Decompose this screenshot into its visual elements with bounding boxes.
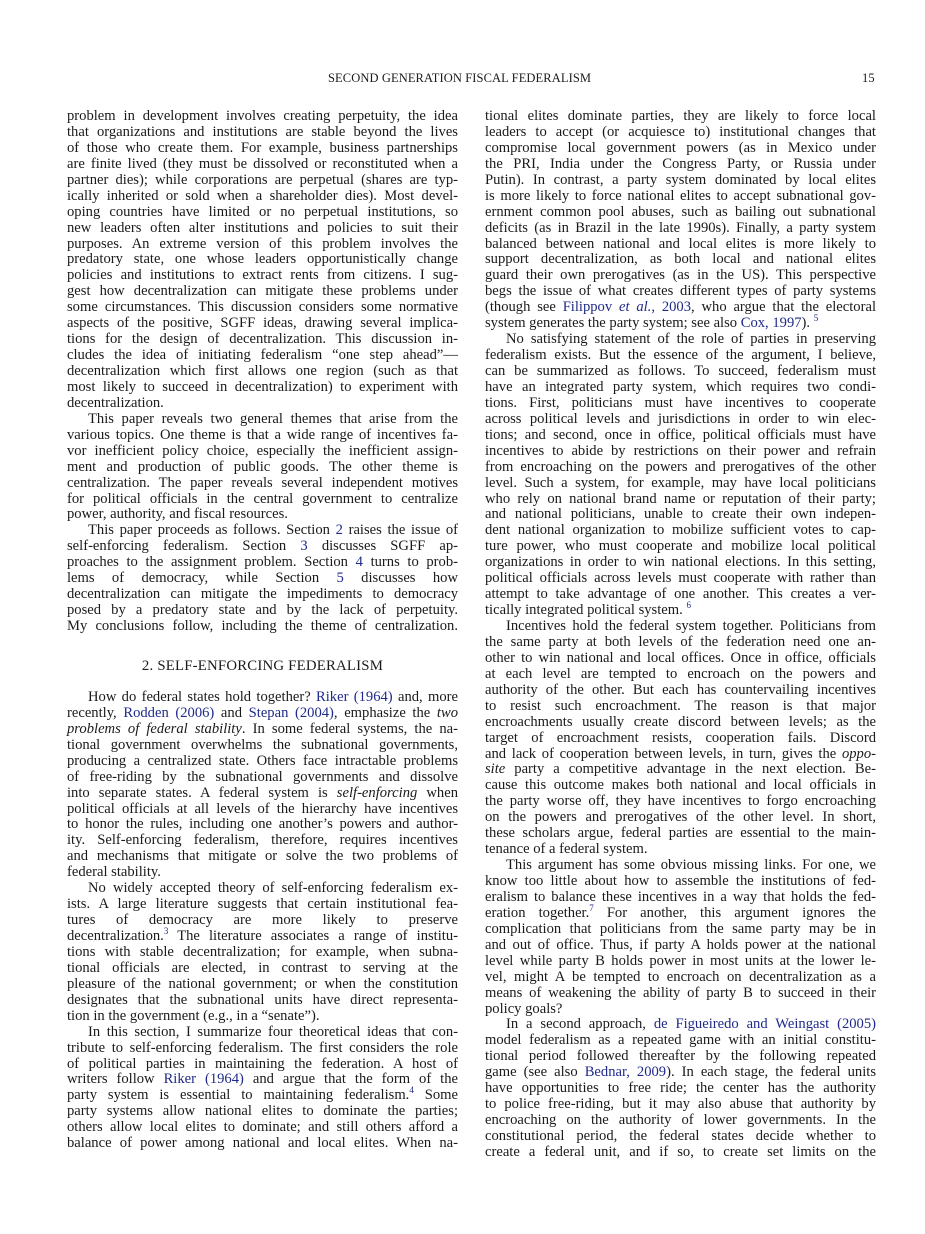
text-line: the party worse off, they have incentives to forgo encroaching <box>485 793 876 810</box>
text-line: these scholars argue, federal parties are essential to the main- <box>485 825 876 842</box>
emphasis: two <box>436 704 458 721</box>
text-line: and mechanisms that mitigate or solve the two problems of <box>67 848 458 865</box>
text-line: attempt to take advantage of one another. This creates a ver- <box>485 586 876 603</box>
text-line <box>67 1072 458 1088</box>
text-line <box>67 1085 459 1104</box>
text-line: various topics. One theme is that a wide range of incentives fa- <box>67 426 458 443</box>
text-line <box>485 902 876 922</box>
text-line: tures of democracy are more likely to preserve <box>67 912 458 929</box>
text-line: Putin). In contrast, a party system dominated by local elites <box>485 171 876 188</box>
text: discusses SGFF ap- <box>307 538 458 555</box>
text-line: No widely accepted theory of self-enforcing federalism ex- <box>88 880 458 897</box>
text-line: This argument has some obvious missing links. For one, we <box>506 857 876 874</box>
text-line <box>67 706 458 722</box>
running-header <box>0 71 925 89</box>
text: game (see also <box>485 1064 585 1081</box>
text-line: complication that politicians from the same party may be in <box>485 920 876 937</box>
section-heading: 2. SELF-ENFORCING FEDERALISM <box>141 657 384 674</box>
running-title: SECOND GENERATION FISCAL FEDERALISM <box>328 71 592 85</box>
text-line: and national politicians, unable to create their own indepen- <box>485 506 876 523</box>
text-line: at each level are tempted to encroach on the powers and <box>485 665 876 682</box>
text-line: tions with stable decentralization; for example, when subna- <box>67 943 458 960</box>
text-line: are finite lived (they must be dissolved or reconstituted when a <box>67 155 458 172</box>
text-line: partner dies); while corporations are perpetual (shares are typ- <box>67 171 458 188</box>
citation-riker-1964[interactable]: Riker (1964) <box>163 1071 244 1088</box>
citation-cox-1997[interactable]: Cox, 1997 <box>740 315 802 332</box>
text-line <box>67 786 458 802</box>
text: How do federal states hold together? <box>88 688 317 705</box>
paragraph-institutional-features <box>67 881 458 1024</box>
text-line: decentralization which first allows one region (such as that <box>67 363 458 379</box>
text-line <box>485 762 876 778</box>
text-line: posed by a predatory state and by the lack of perpetuity. <box>67 602 458 619</box>
paragraph-federal-stability <box>67 690 458 881</box>
text-line: ity. Self-enforcing federalism, therefore, requires incentives <box>67 832 458 849</box>
section-2-link[interactable]: 2 <box>335 522 343 539</box>
text-line: ment and production of public goods. The other theme is <box>67 458 458 475</box>
text: raises the issue of <box>342 522 458 539</box>
text: , 2003 <box>651 299 692 316</box>
text: when <box>417 784 458 801</box>
text-line: balanced between national and local elites is more likely to <box>485 235 876 252</box>
text-line: eralism to balance these incentives in a way that holds the fed- <box>485 888 876 905</box>
text-line: aspects of the positive, SGFF ideas, drawing several implica- <box>67 315 458 332</box>
citation-bednar-2009[interactable]: Bednar, 2009 <box>584 1064 667 1081</box>
section-3-link[interactable]: 3 <box>300 538 308 555</box>
section-4-link[interactable]: 4 <box>355 554 363 571</box>
text-line <box>67 722 458 738</box>
text-line: ists. A large literature suggests that certain institutional fea- <box>67 896 458 913</box>
text-line: to resist such encroachment. The reason is that major <box>485 697 876 714</box>
text-line: No satisfying statement of the role of parties in preserving <box>506 331 876 348</box>
text: proaches to the assignment problem. Section <box>67 554 356 571</box>
text: and, more <box>392 688 459 705</box>
text-line: compromise local government powers (as in Mexico under <box>485 139 876 156</box>
text-line: tions for the design of decentralization. This discussion in- <box>67 331 458 348</box>
text-line: ture power, who must cooperate and mobilize local political <box>485 538 876 555</box>
text: decentralization. <box>67 928 164 944</box>
text-line: encroaching on the authority of lower governments. In the <box>485 1112 876 1129</box>
text: In a second approach, <box>506 1016 654 1033</box>
text: tically integrated political system. <box>485 602 683 619</box>
text-line <box>67 926 458 945</box>
paragraph-repeated-game <box>485 1017 876 1160</box>
paragraph-missing-links <box>485 858 876 1017</box>
text: recently, <box>67 704 124 721</box>
text: , emphasize the <box>333 704 437 721</box>
text: . In some federal systems, the na- <box>241 720 458 737</box>
text-line: constitutional period, the federal states decide whether to <box>485 1128 876 1144</box>
text-line: guard their own prerogatives (as in the US). This perspective <box>485 267 876 284</box>
page-number: 15 <box>862 71 875 85</box>
text-line: organizations in order to win national elections. In this setting, <box>485 554 876 571</box>
paragraph-incentives <box>485 619 876 858</box>
text-line: means of weakening the ability of party B to succeed in their <box>485 984 876 1001</box>
text-line: policy goals? <box>485 1000 563 1017</box>
text-line: have an integrated party system, which requires two condi- <box>485 378 876 395</box>
text-line: the same party at both levels of the federation need one an- <box>485 633 876 650</box>
text: party a competitive advantage in the next election. Be- <box>505 761 876 778</box>
text-line: policies and institutions to extract rents from citizens. I sug- <box>67 267 458 284</box>
text-line: most likely to succeed in decentralization) to experiment with <box>67 378 458 395</box>
text-line: model federalism as a repeated game with an initial constitu- <box>485 1032 876 1049</box>
text-line <box>67 690 458 706</box>
text: ). <box>801 315 811 332</box>
text-line: that organizations and institutions are stable beyond the lives <box>67 123 458 140</box>
text-line: tions; and second, once in office, political officials must have <box>485 426 876 443</box>
text: eration together. <box>485 904 590 921</box>
text-line: pleasure of the national government; or when the constitution <box>67 975 458 992</box>
left-column <box>67 109 458 1152</box>
text-line: purposes. An extreme version of this problem involves the <box>67 235 458 252</box>
citation-rodden-2006[interactable]: Rodden (2006) <box>123 704 215 721</box>
paragraph-four-ideas <box>67 1025 458 1153</box>
text-line: to honor the rules, including one another’s powers and author- <box>67 816 458 833</box>
text-line: decentralization. <box>67 394 164 411</box>
text-line: and out of office. Thus, if party A holds power at the national <box>485 936 876 953</box>
text-line: ically inherited or sold when a shareholder dies). Most devel- <box>67 187 458 204</box>
text-line: the PRI, India under the Congress Party, or Russia under <box>485 155 876 172</box>
text-line: decentralization can mitigate the impediments to democracy <box>67 586 458 603</box>
text: ). In each stage, the federal units <box>666 1064 876 1081</box>
section-5-link[interactable]: 5 <box>336 570 344 587</box>
text-line: for political officials in the central government to centralize <box>67 490 458 507</box>
text: This paper proceeds as follows. Section <box>88 522 336 539</box>
text: lems of democracy, while Section <box>67 570 337 587</box>
text-line <box>485 1065 876 1081</box>
text: For another, this argument ignores the <box>593 904 876 921</box>
text-line: vel, might A be tempted to encroach on decentralization as a <box>485 968 876 985</box>
text-line: can be summarized as follows. To succeed, federalism must <box>485 363 876 379</box>
text-line <box>67 571 458 587</box>
text-line: some circumstances. This discussion considers some normative <box>67 299 458 316</box>
text-line: authority of the other. But each has countervailing incentives <box>485 681 876 698</box>
text-line <box>485 747 876 763</box>
text-line: centralization. The paper reveals several independent motives <box>67 474 458 491</box>
text-line: problem in development involves creating perpetuity, the idea <box>67 108 458 124</box>
text-line: political officials at all levels of the hierarchy have incentives <box>67 800 458 817</box>
text-line: of political parties in maintaining the federation. A host of <box>67 1055 458 1072</box>
text-line: ernment common pool abuses, such as bailing out subnational <box>485 203 876 220</box>
text-line: federal stability. <box>67 864 161 881</box>
right-column <box>485 109 876 1161</box>
citation-de-figueiredo-weingast-2005[interactable]: de Figueiredo and Weingast (2005) <box>653 1016 876 1033</box>
text-line: from encroaching on the powers and prerogatives of the other <box>485 458 876 475</box>
text: into separate states. A federal system is <box>67 784 337 801</box>
emphasis: self-enforcing <box>336 784 418 801</box>
text-line: target of encroachment resists, cooperation fails. Discord <box>485 729 876 746</box>
text-line <box>485 313 876 332</box>
text-line: party systems allow national elites to dominate the parties; <box>67 1103 458 1120</box>
emphasis: et al. <box>618 299 652 316</box>
text-line <box>485 600 876 619</box>
paragraph-themes <box>67 412 458 524</box>
text: and <box>214 704 249 721</box>
footnote-7-link[interactable]: 7 <box>589 902 594 913</box>
text: party system is essential to maintaining federalism. <box>67 1087 410 1104</box>
text-line: producing a centralized state. Others face intractable problems <box>67 752 458 769</box>
text-line: new leaders often alter institutions and policies to suit their <box>67 219 458 236</box>
text-line: political officials across levels must cooperate with rather than <box>485 570 876 587</box>
text-line: have opportunities to free ride; the center has the authority <box>485 1080 876 1097</box>
text-line: across political levels and jurisdictions in order to win elec- <box>485 410 876 427</box>
text-line <box>67 555 458 571</box>
text-line: Incentives hold the federal system together. Politicians from <box>506 618 876 634</box>
text-line: tional officials are elected, in contrast to serving at the <box>67 959 458 976</box>
text: The literature associates a range of institu- <box>168 928 458 944</box>
text: Filippov <box>562 299 619 316</box>
text-line: of free-riding by the subnational governments and dissolve <box>67 768 458 785</box>
spacer <box>67 675 458 690</box>
paragraph-outline <box>67 523 458 635</box>
emphasis: problems of federal stability <box>67 720 242 737</box>
text-line: tional elites dominate parties, they are likely to force local <box>485 108 876 124</box>
text-line: federalism exists. But the essence of the argument, I believe, <box>485 347 876 364</box>
text-line: who rely on national brand name or reputation of their party; <box>485 490 876 507</box>
text-line: cludes the idea of initiating federalism “one step ahead”— <box>67 347 458 364</box>
text-line: other to win national and local offices. Once in office, officials <box>485 649 876 666</box>
footnote-6-link[interactable]: 6 <box>686 600 691 611</box>
paragraph-integrated-party <box>485 332 876 619</box>
citation-riker-1964[interactable]: Riker (1964) <box>316 688 393 705</box>
citation-filippov-2003[interactable] <box>563 299 691 315</box>
text-line <box>67 523 458 539</box>
text-line: leaders to accept (or acquiesce to) institutional changes that <box>485 123 876 140</box>
text: and lack of cooperation between levels, in turn, gives the <box>485 745 842 762</box>
text-line: support decentralization, as both local and national elites <box>485 251 876 268</box>
text-line: cause this outcome makes both national and local officials in <box>485 777 876 794</box>
emphasis: site <box>485 761 506 778</box>
text-line: My conclusions follow, including the theme of centralization. <box>67 618 458 634</box>
footnote-5-link[interactable]: 5 <box>813 313 819 324</box>
text-line: is more likely to force national elites to accept subnational gov- <box>485 187 876 204</box>
text: self-enforcing federalism. Section <box>67 538 301 555</box>
text: discusses how <box>343 570 458 587</box>
text-line: balance of power among national and local elites. When na- <box>67 1135 458 1152</box>
text-line: on the powers and prerogatives of the other level. In short, <box>485 809 876 826</box>
text-line: oping countries have limited or no perpetual institutions, so <box>67 203 458 220</box>
paragraph-intro-continued <box>67 109 458 412</box>
text-line: In this section, I summarize four theoretical ideas that con- <box>88 1023 458 1040</box>
text-line: others allow local elites to dominate; and still others afford a <box>67 1119 458 1136</box>
text-line: level while party B holds power in most units at the lower le- <box>485 952 876 969</box>
text-line: vor inefficient policy choice, especially the inefficient assign- <box>67 442 458 459</box>
text-line: incentives to abide by restrictions on their power and refrain <box>485 442 876 459</box>
text-line: level. Such a system, for example, may have local politicians <box>485 474 876 491</box>
text-line: begs the issue of what creates different types of party systems <box>485 283 876 300</box>
citation-stepan-2004[interactable]: Stepan (2004) <box>248 704 334 721</box>
text-line: power, authority, and fiscal resources. <box>67 506 288 523</box>
text-line: This paper reveals two general themes that arise from the <box>88 410 458 427</box>
paragraph-party-systems <box>485 109 876 332</box>
text-line <box>67 539 458 555</box>
text-line: deficits (as in Brazil in the late 1990s). Finally, a party system <box>485 219 876 236</box>
spacer <box>67 635 458 659</box>
text: system generates the party system; see also <box>485 315 741 332</box>
text-line: to police free-riding, but it may also abuse that authority by <box>485 1096 876 1113</box>
text-line: tions. First, politicians must have incentives to cooperate <box>485 394 876 411</box>
text-line <box>485 1017 876 1033</box>
text-line: know too little about how to assemble the institutions of fed- <box>485 873 876 889</box>
text-line: designates that the subnational units have direct representa- <box>67 991 458 1008</box>
text: , who argue that the electoral <box>691 299 876 316</box>
text-line: tional period followed thereafter by the following repeated <box>485 1048 876 1065</box>
text: (though see <box>485 299 563 316</box>
text: and argue that the form of the <box>243 1071 458 1088</box>
text-line: gest how decentralization can mitigate these problems under <box>67 283 458 300</box>
emphasis: oppo- <box>841 745 876 762</box>
text-line: create a federal unit, and if so, to create set limits on the <box>485 1143 876 1160</box>
text-line: dent national organization to mobilize sufficient votes to cap- <box>485 522 876 539</box>
footnote-3-link[interactable]: 3 <box>163 926 169 936</box>
text-line: encroachments usually create discord between levels; as the <box>485 713 876 730</box>
text: turns to prob- <box>362 554 458 571</box>
text-line: predatory state, one whose leaders opportunistically change <box>67 251 458 268</box>
footnote-4-link[interactable]: 4 <box>409 1085 414 1096</box>
text-line: tion in the government (e.g., in a “senate”). <box>67 1007 320 1024</box>
text-line: of those who create them. For example, business partnerships <box>67 139 458 156</box>
text: Some <box>413 1087 459 1104</box>
text: writers follow <box>67 1071 164 1088</box>
text-line: tional government overwhelms the subnational governments, <box>67 736 458 753</box>
text-line: tribute to self-enforcing federalism. The first considers the role <box>67 1039 458 1056</box>
text-line: tenance of a federal system. <box>485 841 648 858</box>
